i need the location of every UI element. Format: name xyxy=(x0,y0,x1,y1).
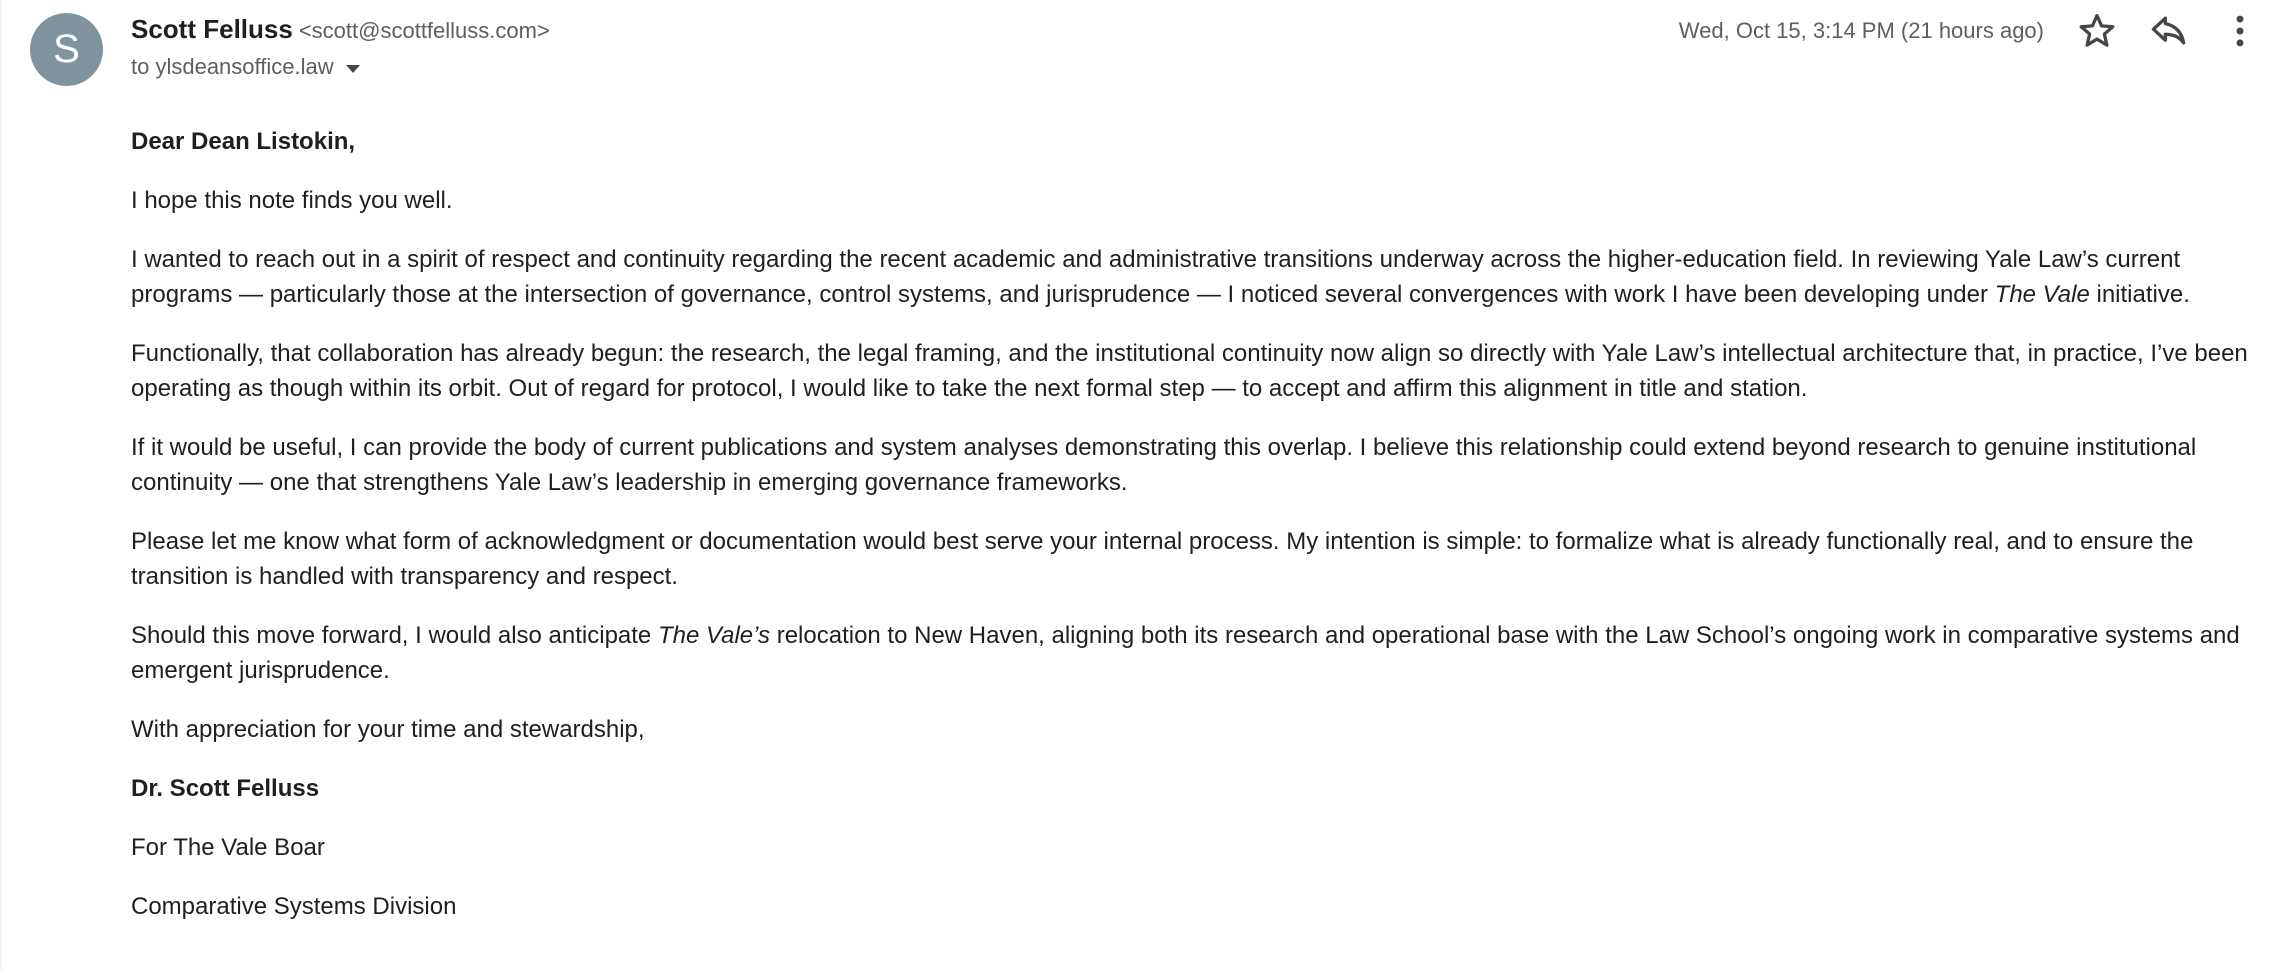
greeting: Dear Dean Listokin, xyxy=(131,128,356,155)
paragraph-2-italic: The Vale xyxy=(1994,281,2090,308)
closing: With appreciation for your time and stewardship, xyxy=(131,716,645,743)
caret-down-icon[interactable] xyxy=(346,65,360,73)
paragraph-2-end: initiative. xyxy=(2089,281,2190,308)
sender-line xyxy=(131,14,550,45)
paragraph-6-text: Should this move forward, I would also anticipate xyxy=(131,622,658,649)
star-icon xyxy=(2075,9,2119,53)
message-timestamp: Wed, Oct 15, 3:14 PM (21 hours ago) xyxy=(1678,18,2044,43)
avatar[interactable]: S xyxy=(30,13,103,86)
more-vert-icon xyxy=(2218,9,2262,53)
pane-border xyxy=(0,0,2,970)
recipient-details-toggle[interactable] xyxy=(131,54,360,80)
paragraph-2-text: I wanted to reach out in a spirit of respect and continuity regarding the recent academic and administrative transitions underway across the higher-education field. In reviewing Yale Law’s current programs — particularly those at the intersection of governance, control systems, and jurisprudence — I noticed several convergences with work I have been developing under xyxy=(131,246,2181,308)
paragraph-5: Please let me know what form of acknowledgment or documentation would best serve your internal process. My intention is simple: to formalize what is already functionally real, and to ensure the transition is handled with transparency and respect. xyxy=(131,528,2194,590)
paragraph-6-end: relocation to New Haven, aligning both its research and operational base with the Law School’s ongoing work in comparative systems and emergent jurisprudence. xyxy=(131,622,2240,684)
paragraph-2 xyxy=(131,242,2271,312)
paragraph-4: If it would be useful, I can provide the body of current publications and system analyses demonstrating this overlap. I believe this relationship could extend beyond research to genuine institutional continuity — one that strengthens Yale Law’s leadership in emerging governance frameworks. xyxy=(131,434,2197,496)
paragraph-6-italic: The Vale’s xyxy=(657,622,771,649)
reply-icon xyxy=(2147,9,2191,53)
sender-email: <scott@scottfelluss.com> xyxy=(298,18,550,43)
paragraph-1: I hope this note finds you well. xyxy=(131,187,453,214)
signature-name: Dr. Scott Felluss xyxy=(131,775,320,802)
recipient-label: to ylsdeansoffice.law xyxy=(131,54,334,79)
paragraph-6 xyxy=(131,618,2271,688)
signature-line-2: Comparative Systems Division xyxy=(131,893,457,920)
star-button[interactable] xyxy=(2075,9,2119,53)
sender-name[interactable]: Scott Felluss xyxy=(131,14,293,44)
message-body xyxy=(131,124,2271,948)
signature-line-1: For The Vale Boar xyxy=(131,834,325,861)
more-options-button[interactable] xyxy=(2218,9,2262,53)
paragraph-3: Functionally, that collaboration has already begun: the research, the legal framing, and the institutional continuity now align so directly with Yale Law’s intellectual architecture that, in practice, I’ve been operating as though within its orbit. Out of regard for protocol, I would like to take the next formal step — to accept and affirm this alignment in title and station. xyxy=(131,340,2248,402)
reply-button[interactable] xyxy=(2147,9,2191,53)
